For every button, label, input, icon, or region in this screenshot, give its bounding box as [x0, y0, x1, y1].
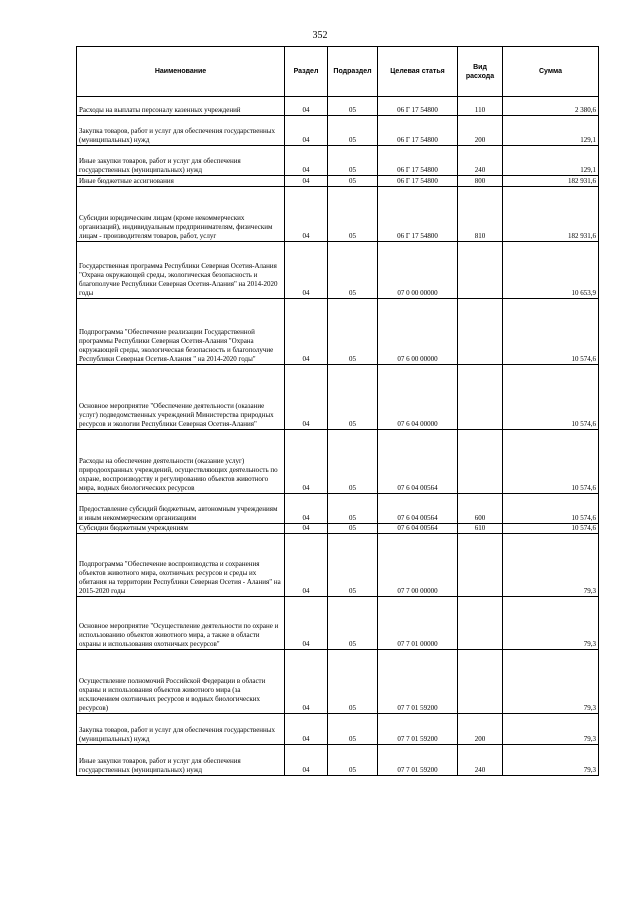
row-statya-cell: 07 7 01 59200 [378, 714, 458, 745]
row-summa-cell: 129,1 [503, 116, 599, 146]
row-summa-cell: 79,3 [503, 714, 599, 745]
header-summa: Сумма [503, 47, 599, 97]
row-vid-cell: 110 [458, 97, 503, 116]
row-statya-cell: 07 0 00 00000 [378, 242, 458, 299]
row-razdel-cell: 04 [285, 597, 328, 650]
header-razdel: Раздел [285, 47, 328, 97]
row-podrazdel-cell: 05 [328, 187, 378, 242]
row-name-cell: Подпрограмма "Обеспечение воспроизводства и сохранения объектов животного мира, охотничьих ресурсов и среды их обитания на территории Республики Северная Осетия - Алания" на 2015-2020 годы [77, 534, 285, 597]
row-razdel-cell: 04 [285, 650, 328, 714]
table-row [77, 242, 599, 299]
row-statya-cell: 07 6 04 00564 [378, 494, 458, 524]
row-summa-cell: 79,3 [503, 745, 599, 776]
row-summa-cell: 79,3 [503, 534, 599, 597]
row-razdel-cell: 04 [285, 146, 328, 176]
row-podrazdel-cell: 05 [328, 534, 378, 597]
table-row [77, 146, 599, 176]
table-row [77, 494, 599, 524]
row-podrazdel-cell: 05 [328, 116, 378, 146]
row-summa-cell: 10 574,6 [503, 365, 599, 430]
table-row [77, 187, 599, 242]
row-statya-cell: 07 6 04 00564 [378, 430, 458, 494]
row-vid-cell [458, 242, 503, 299]
row-statya-cell: 06 Г 17 54800 [378, 187, 458, 242]
row-razdel-cell: 04 [285, 187, 328, 242]
row-vid-cell: 200 [458, 116, 503, 146]
row-podrazdel-cell: 05 [328, 745, 378, 776]
table-row [77, 597, 599, 650]
row-statya-cell: 07 6 00 00000 [378, 299, 458, 365]
row-summa-cell: 10 574,6 [503, 430, 599, 494]
row-podrazdel-cell: 05 [328, 714, 378, 745]
header-name: Наименование [77, 47, 285, 97]
table-row [77, 97, 599, 116]
row-razdel-cell: 04 [285, 430, 328, 494]
row-summa-cell: 10 574,6 [503, 524, 599, 534]
row-razdel-cell: 04 [285, 299, 328, 365]
row-statya-cell: 06 Г 17 54800 [378, 176, 458, 187]
row-name-cell: Закупка товаров, работ и услуг для обеспечения государственных (муниципальных) нужд [77, 714, 285, 745]
row-name-cell: Иные закупки товаров, работ и услуг для обеспечения государственных (муниципальных) нужд [77, 146, 285, 176]
table-row [77, 430, 599, 494]
row-podrazdel-cell: 05 [328, 524, 378, 534]
row-podrazdel-cell: 05 [328, 430, 378, 494]
header-vid: Вид расхода [458, 47, 503, 97]
row-vid-cell [458, 365, 503, 430]
row-name-cell: Субсидии бюджетным учреждениям [77, 524, 285, 534]
table-row [77, 534, 599, 597]
row-vid-cell: 240 [458, 146, 503, 176]
table-row [77, 299, 599, 365]
row-name-cell: Субсидии юридическим лицам (кроме некоммерческих организаций), индивидуальным предпринимателям, физическим лицам - производителям товаров, работ, услуг [77, 187, 285, 242]
page-number: 352 [312, 30, 328, 41]
row-razdel-cell: 04 [285, 714, 328, 745]
row-name-cell: Предоставление субсидий бюджетным, автономным учреждениям и иным некоммерческим организациям [77, 494, 285, 524]
row-razdel-cell: 04 [285, 242, 328, 299]
row-summa-cell: 79,3 [503, 597, 599, 650]
table-header-row [77, 47, 599, 97]
row-podrazdel-cell: 05 [328, 146, 378, 176]
row-podrazdel-cell: 05 [328, 597, 378, 650]
table-row [77, 116, 599, 146]
row-vid-cell [458, 597, 503, 650]
row-razdel-cell: 04 [285, 524, 328, 534]
row-name-cell: Основное мероприятие "Осуществление деятельности по охране и использованию объектов животного мира, а также в области охраны и использования охотничьих ресурсов" [77, 597, 285, 650]
row-summa-cell: 10 574,6 [503, 299, 599, 365]
table-row [77, 365, 599, 430]
row-podrazdel-cell: 05 [328, 299, 378, 365]
row-podrazdel-cell: 05 [328, 494, 378, 524]
table-row [77, 714, 599, 745]
table-row [77, 745, 599, 776]
row-podrazdel-cell: 05 [328, 176, 378, 187]
row-razdel-cell: 04 [285, 97, 328, 116]
row-name-cell: Государственная программа Республики Северная Осетия-Алания "Охрана окружающей среды, экологическая безопасность и благополучие Республики Северная Осетия-Алания" на 2014-2020 годы [77, 242, 285, 299]
row-podrazdel-cell: 05 [328, 365, 378, 430]
row-name-cell: Закупка товаров, работ и услуг для обеспечения государственных (муниципальных) нужд [77, 116, 285, 146]
row-statya-cell: 07 7 01 00000 [378, 597, 458, 650]
row-vid-cell: 800 [458, 176, 503, 187]
row-vid-cell: 610 [458, 524, 503, 534]
row-razdel-cell: 04 [285, 365, 328, 430]
row-vid-cell [458, 299, 503, 365]
row-statya-cell: 06 Г 17 54800 [378, 116, 458, 146]
table-row [77, 524, 599, 534]
budget-table [76, 46, 599, 776]
row-summa-cell: 79,3 [503, 650, 599, 714]
row-podrazdel-cell: 05 [328, 650, 378, 714]
row-razdel-cell: 04 [285, 176, 328, 187]
row-vid-cell: 240 [458, 745, 503, 776]
row-name-cell: Расходы на обеспечение деятельности (оказание услуг) природоохранных учреждений, осуществляющих деятельность по охране, воспроизводству и регулированию объектов животного мира, водных биологических ресурсов [77, 430, 285, 494]
row-vid-cell [458, 430, 503, 494]
row-name-cell: Иные закупки товаров, работ и услуг для обеспечения государственных (муниципальных) нужд [77, 745, 285, 776]
row-name-cell: Подпрограмма "Обеспечение реализации Государственной программы Республики Северная Осетия-Алания "Охрана окружающей среды, экологическая безопасность и благополучие Республики Северная Осетия-Алания " на 2014-2020 годы" [77, 299, 285, 365]
row-statya-cell: 07 7 00 00000 [378, 534, 458, 597]
row-vid-cell: 200 [458, 714, 503, 745]
row-statya-cell: 07 7 01 59200 [378, 650, 458, 714]
row-statya-cell: 07 6 04 00564 [378, 524, 458, 534]
row-vid-cell [458, 534, 503, 597]
row-name-cell: Осуществление полномочий Российской Федерации в области охраны и использования объектов животного мира (за исключением охотничьих ресурсов и водных биологических ресурсов) [77, 650, 285, 714]
row-vid-cell [458, 650, 503, 714]
row-podrazdel-cell: 05 [328, 242, 378, 299]
header-podrazdel: Подраздел [328, 47, 378, 97]
row-summa-cell: 10 574,6 [503, 494, 599, 524]
row-summa-cell: 129,1 [503, 146, 599, 176]
row-razdel-cell: 04 [285, 745, 328, 776]
row-name-cell: Основное мероприятие "Обеспечение деятельности (оказание услуг) подведомственных учреждений Министерства природных ресурсов и экологии Республики Северная Осетия-Алания" [77, 365, 285, 430]
header-statya: Целевая статья [378, 47, 458, 97]
row-summa-cell: 182 931,6 [503, 176, 599, 187]
row-name-cell: Расходы на выплаты персоналу казенных учреждений [77, 97, 285, 116]
row-razdel-cell: 04 [285, 534, 328, 597]
row-statya-cell: 07 6 04 00000 [378, 365, 458, 430]
row-podrazdel-cell: 05 [328, 97, 378, 116]
row-summa-cell: 10 653,9 [503, 242, 599, 299]
row-summa-cell: 182 931,6 [503, 187, 599, 242]
row-statya-cell: 07 7 01 59200 [378, 745, 458, 776]
row-vid-cell: 600 [458, 494, 503, 524]
row-name-cell: Иные бюджетные ассигнования [77, 176, 285, 187]
row-statya-cell: 06 Г 17 54800 [378, 97, 458, 116]
row-summa-cell: 2 380,6 [503, 97, 599, 116]
row-razdel-cell: 04 [285, 494, 328, 524]
row-razdel-cell: 04 [285, 116, 328, 146]
table-row [77, 650, 599, 714]
row-vid-cell: 810 [458, 187, 503, 242]
table-row [77, 176, 599, 187]
row-statya-cell: 06 Г 17 54800 [378, 146, 458, 176]
